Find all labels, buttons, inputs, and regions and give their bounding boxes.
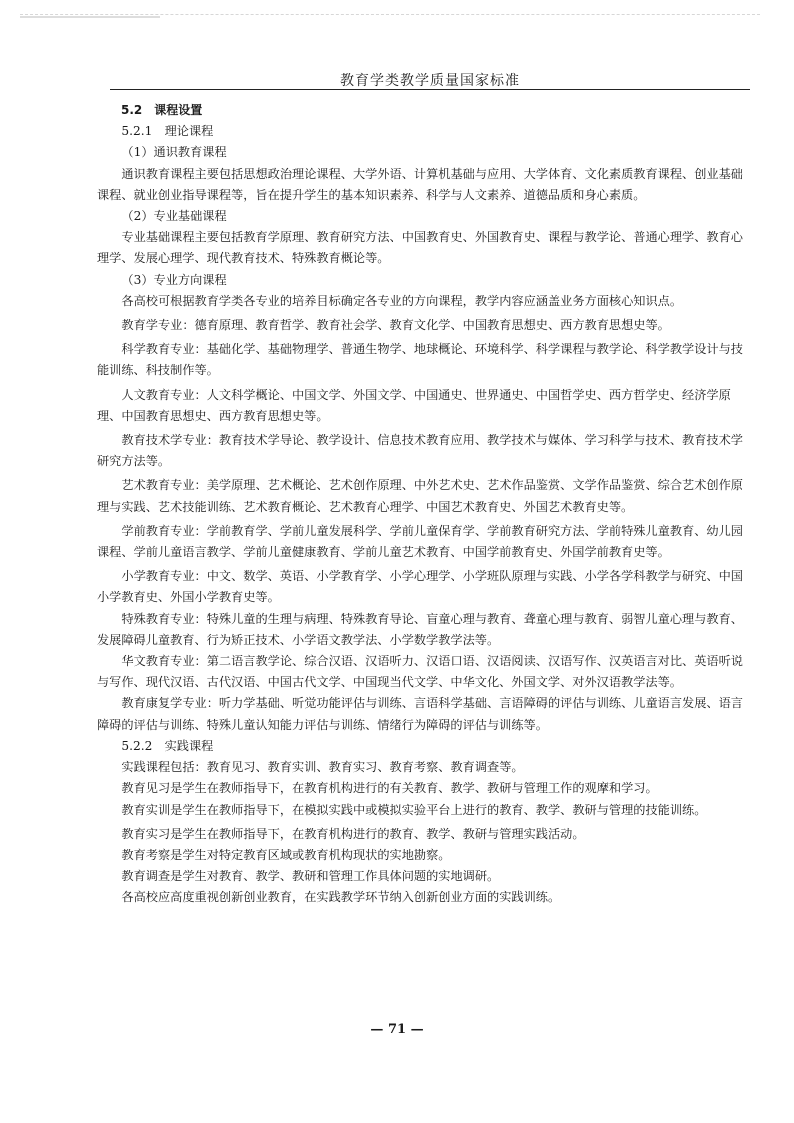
paragraph-major: 艺术教育专业：美学原理、艺术概论、艺术创作原理、中外艺术史、艺术作品鉴赏、文学作品鉴赏、综合艺术创作原理与实践、艺术技能训练、艺术教育概论、艺术教育心理学、中国艺术教育史、外国艺术教育史等。 [97,478,743,514]
paragraph-practice: 教育考察是学生对特定教育区域或教育机构现状的实地勘察。 [121,847,451,862]
subsection-heading-practice: 5.2.2 实践课程 [121,738,214,753]
paragraph-major: 小学教育专业：中文、数学、英语、小学教育学、小学心理学、小学班队原理与实践、小学各学科教学与研究、中国小学教育史、外国小学教育史等。 [97,569,743,605]
paragraph-major: 人文教育专业：人文科学概论、中国文学、外国文学、中国通史、世界通史、中国哲学史、西方哲学史、经济学原理、中国教育思想史、西方教育思想史等。 [97,387,731,423]
running-header: 教育学类教学质量国家标准 [340,73,520,89]
item-heading-direction: （3）专业方向课程 [121,272,227,287]
paragraph-practice: 各高校应高度重视创新创业教育，在实践教学环节纳入创新创业方面的实践训练。 [121,890,561,905]
paragraph-major: 教育学专业：德育原理、教育哲学、教育社会学、教育文化学、中国教育思想史、西方教育思想史等。 [121,318,670,333]
paragraph-major: 华文教育专业：第二语言教学论、综合汉语、汉语听力、汉语口语、汉语阅读、汉语写作、汉英语言对比、英语听说与写作、现代汉语、古代汉语、中国古代文学、中国现当代文学、中华文化、外国文学、对外汉语教学法等。 [97,654,743,690]
paragraph-basic: 专业基础课程主要包括教育学原理、教育研究方法、中国教育史、外国教育史、课程与教学论、普通心理学、教育心理学、发展心理学、现代教育技术、特殊教育概论等。 [97,230,743,266]
item-heading-general: （1）通识教育课程 [121,145,227,160]
subsection-heading-theory: 5.2.1 理论课程 [121,124,214,139]
paragraph-major: 教育技术学专业：教育技术学导论、教学设计、信息技术教育应用、教学技术与媒体、学习科学与技术、教育技术学研究方法等。 [97,433,743,469]
page-body [97,100,751,909]
scan-mark [20,16,160,18]
item-heading-basic: （2）专业基础课程 [121,209,227,224]
paragraph-practice: 教育调查是学生对教育、教学、教研和管理工作具体问题的实地调研。 [121,869,500,884]
paragraph-major: 学前教育专业：学前教育学、学前儿童发展科学、学前儿童保育学、学前教育研究方法、学前特殊儿童教育、幼儿园课程、学前儿童语言教学、学前儿童健康教育、学前儿童艺术教育、中国学前教育史、外国学前教育史等。 [97,523,743,560]
paragraph-major: 特殊教育专业：特殊儿童的生理与病理、特殊教育导论、盲童心理与教育、聋童心理与教育、弱智儿童心理与教育、发展障碍儿童教育、行为矫正技术、小学语文教学法、小学数学教学法等。 [97,611,743,647]
paragraph-major: 教育康复学专业：听力学基础、听觉功能评估与训练、言语科学基础、言语障碍的评估与训练、儿童语言发展、语言障碍的评估与训练、特殊儿童认知能力评估与训练、情绪行为障碍的评估与训练等。 [97,696,743,732]
header-rule [110,89,750,90]
paragraph-major: 科学教育专业：基础化学、基础物理学、普通生物学、地球概论、环境科学、科学课程与教学论、科学教学设计与技能训练、科技制作等。 [97,342,743,378]
paragraph-general: 通识教育课程主要包括思想政治理论课程、大学外语、计算机基础与应用、大学体育、文化素质教育课程、创业基础课程、就业创业指导课程等，旨在提升学生的基本知识素养、科学与人文素养、道德品质和身心素质。 [97,166,743,202]
paragraph-practice: 教育实训是学生在教师指导下，在模拟实践中或模拟实验平台上进行的教育、教学、教研与管理的技能训练。 [121,802,707,817]
paragraph-practice: 教育见习是学生在教师指导下，在教育机构进行的有关教育、教学、教研与管理工作的观摩和学习。 [121,781,658,796]
section-heading: 5.2 课程设置 [121,103,203,117]
paragraph-practice: 教育实习是学生在教师指导下，在教育机构进行的教育、教学、教研与管理实践活动。 [121,826,585,841]
page-number: — 71 — [370,1022,424,1037]
paragraph-direction-intro: 各高校可根据教育学类各专业的培养目标确定各专业的方向课程，教学内容应涵盖业务方面核心知识点。 [121,293,683,308]
paragraph-practice: 实践课程包括：教育见习、教育实训、教育实习、教育考察、教育调查等。 [121,760,524,775]
